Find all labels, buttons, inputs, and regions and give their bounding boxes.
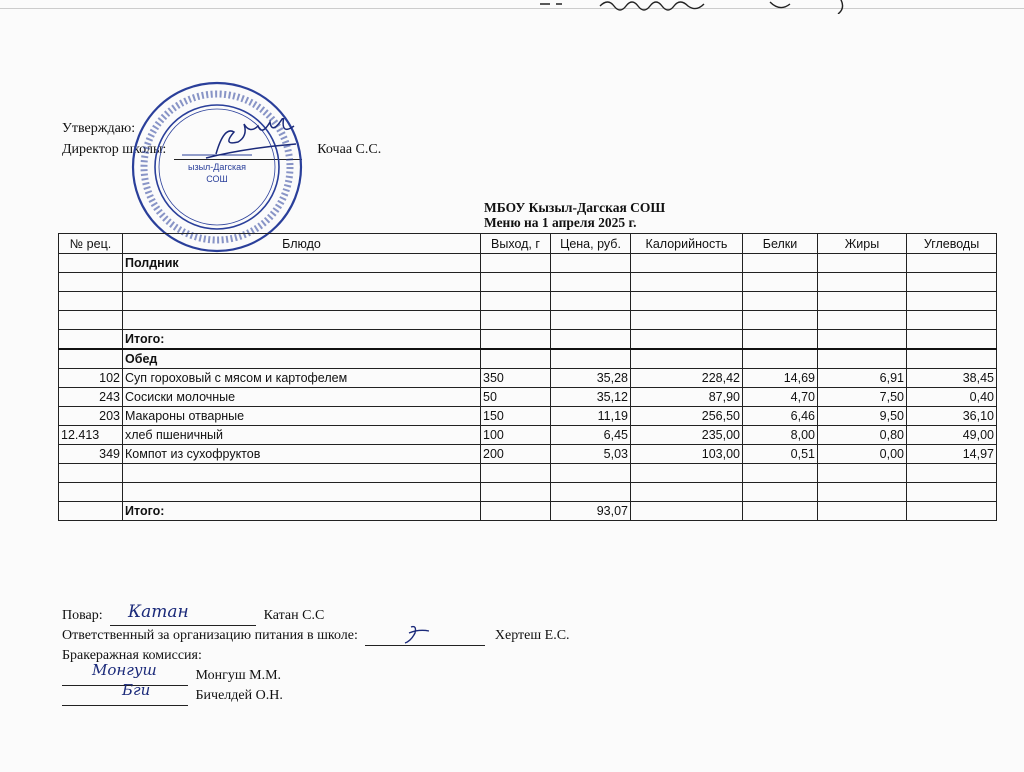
dish-name: Компот из сухофруктов xyxy=(123,445,481,464)
cook-signature xyxy=(110,601,256,625)
dish-yield: 100 xyxy=(481,426,551,445)
table-row xyxy=(59,426,997,445)
dish-carbs: 14,97 xyxy=(907,445,997,464)
total-price-lunch: 93,07 xyxy=(551,502,631,521)
dish-name: Макароны отварные xyxy=(123,407,481,426)
table-row xyxy=(59,292,997,311)
director-label: Директор школы: xyxy=(62,142,167,157)
dish-name: Сосиски молочные xyxy=(123,388,481,407)
dish-protein: 14,69 xyxy=(743,369,818,388)
scan-top-edge xyxy=(0,0,1024,9)
dish-carbs: 38,45 xyxy=(907,369,997,388)
school-stamp xyxy=(128,78,306,256)
section-row-lunch xyxy=(59,349,997,369)
total-label-snack: Итого: xyxy=(123,330,481,350)
dish-name: Суп гороховый с мясом и картофелем xyxy=(123,369,481,388)
col-header-yield: Выход, г xyxy=(481,234,551,254)
responsible-label: Ответственный за организацию питания в школе: xyxy=(62,628,358,643)
svg-text:Монгуш: Монгуш xyxy=(92,661,157,679)
svg-text:ызыл-Дагская: ызыл-Дагская xyxy=(187,162,247,172)
director-signature xyxy=(196,118,316,166)
dish-name: хлеб пшеничный xyxy=(123,426,481,445)
col-header-kcal: Калорийность xyxy=(631,234,743,254)
recipe-code: 349 xyxy=(59,445,123,464)
dish-kcal: 235,00 xyxy=(631,426,743,445)
dish-price: 11,19 xyxy=(551,407,631,426)
dish-yield: 200 xyxy=(481,445,551,464)
member1-name: Монгуш М.М. xyxy=(195,668,282,683)
menu-table xyxy=(58,233,997,521)
col-header-protein: Белки xyxy=(743,234,818,254)
table-row xyxy=(59,483,997,502)
dish-kcal: 103,00 xyxy=(631,445,743,464)
table-row xyxy=(59,369,997,388)
dish-kcal: 228,42 xyxy=(631,369,743,388)
recipe-code: 203 xyxy=(59,407,123,426)
member2-line xyxy=(62,681,283,706)
dish-protein: 8,00 xyxy=(743,426,818,445)
cook-label: Повар: xyxy=(62,608,103,623)
col-header-code: № рец. xyxy=(59,234,123,254)
handwritten-scribble xyxy=(540,0,870,14)
dish-fat: 9,50 xyxy=(818,407,907,426)
dish-yield: 150 xyxy=(481,407,551,426)
table-row xyxy=(59,311,997,330)
col-header-price: Цена, руб. xyxy=(551,234,631,254)
responsible-line xyxy=(62,626,570,646)
total-row-lunch xyxy=(59,502,997,521)
cook-name: Катан С.С xyxy=(263,608,325,623)
total-label-lunch: Итого: xyxy=(123,502,481,521)
svg-text:СОШ: СОШ xyxy=(206,174,228,184)
responsible-signature xyxy=(365,623,485,645)
dish-carbs: 49,00 xyxy=(907,426,997,445)
dish-fat: 7,50 xyxy=(818,388,907,407)
recipe-code: 102 xyxy=(59,369,123,388)
dish-protein: 4,70 xyxy=(743,388,818,407)
col-header-carbs: Углеводы xyxy=(907,234,997,254)
member2-signature xyxy=(62,681,188,705)
director-name: Кочаа С.С. xyxy=(317,142,382,157)
responsible-signature-line xyxy=(365,631,485,646)
member2-signature-line xyxy=(62,681,188,706)
dish-yield: 50 xyxy=(481,388,551,407)
dish-price: 5,03 xyxy=(551,445,631,464)
recipe-code: 243 xyxy=(59,388,123,407)
table-row xyxy=(59,407,997,426)
dish-carbs: 0,40 xyxy=(907,388,997,407)
table-row xyxy=(59,464,997,483)
menu-title: Меню на 1 апреля 2025 г. xyxy=(484,215,637,230)
svg-text:Катан: Катан xyxy=(128,602,189,622)
dish-kcal: 87,90 xyxy=(631,388,743,407)
svg-text:Бги: Бги xyxy=(122,681,151,699)
dish-fat: 6,91 xyxy=(818,369,907,388)
col-header-fat: Жиры xyxy=(818,234,907,254)
cook-signature-line xyxy=(110,602,256,626)
col-header-dish: Блюдо xyxy=(123,234,481,254)
dish-protein: 6,46 xyxy=(743,407,818,426)
section-title-lunch: Обед xyxy=(123,349,481,369)
recipe-code: 12.413 xyxy=(59,426,123,445)
table-row xyxy=(59,273,997,292)
dish-price: 35,12 xyxy=(551,388,631,407)
dish-price: 35,28 xyxy=(551,369,631,388)
approve-label: Утверждаю: xyxy=(62,121,136,136)
commission-label: Бракеражная комиссия: xyxy=(62,648,202,663)
dish-fat: 0,80 xyxy=(818,426,907,445)
table-row xyxy=(59,445,997,464)
dish-price: 6,45 xyxy=(551,426,631,445)
member2-name: Бичелдей О.Н. xyxy=(195,688,283,703)
dish-kcal: 256,50 xyxy=(631,407,743,426)
dish-protein: 0,51 xyxy=(743,445,818,464)
table-row xyxy=(59,388,997,407)
dish-fat: 0,00 xyxy=(818,445,907,464)
total-row-snack xyxy=(59,330,997,350)
cook-line xyxy=(62,602,325,626)
section-row-snack xyxy=(59,254,997,273)
table-header-row xyxy=(59,234,997,254)
dish-carbs: 36,10 xyxy=(907,407,997,426)
dish-yield: 350 xyxy=(481,369,551,388)
section-title-snack: Полдник xyxy=(123,254,481,273)
responsible-name: Хертеш Е.С. xyxy=(494,628,570,643)
org-name: МБОУ Кызыл-Дагская СОШ xyxy=(484,200,666,215)
